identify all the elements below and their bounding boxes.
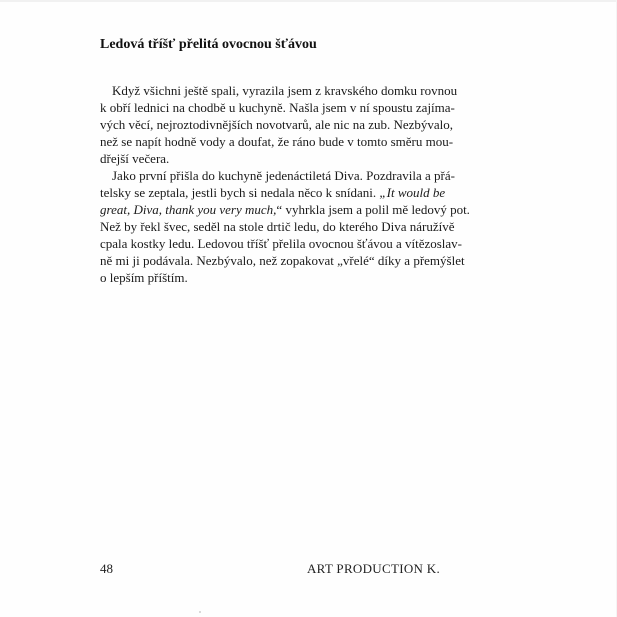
paragraph-1-line-5: dřejší večera.	[100, 151, 170, 166]
paragraph-2-line-2-text: telsky se zeptala, jestli bych si nedala něco k snídani.	[100, 185, 377, 200]
english-quote-start: „It would be	[379, 185, 446, 200]
paragraph-2-line-3	[100, 201, 470, 218]
paragraph-2-line-1: Jako první přišla do kuchyně jedenáctiletá Diva. Pozdravila a přá-	[112, 168, 455, 183]
page-number: 48	[100, 561, 113, 576]
paragraph-1-line-1: Když všichni ještě spali, vyrazila jsem z kravského domku rovnou	[112, 83, 458, 98]
paragraph-2-line-3-text: “ vyhrkla jsem a polil mě ledový pot.	[276, 202, 470, 217]
publisher-name: ART PRODUCTION K.	[306, 561, 440, 576]
chapter-heading: Ledová tříšť přelitá ovocnou šťávou	[100, 37, 317, 52]
body-text	[100, 82, 470, 286]
english-quote-end: great, Diva, thank you very much,	[100, 202, 277, 217]
scan-speck	[199, 611, 201, 613]
page-top-edge	[0, 0, 617, 2]
paragraph-1-line-2: k obří lednici na chodbě u kuchyně. Našla jsem v ní spoustu zajíma-	[100, 100, 455, 115]
paragraph-2-line-4: Než by řekl švec, seděl na stole drtič ledu, do kterého Diva náružívě	[100, 219, 455, 234]
paragraph-1-line-3: vých věcí, nejroztodivnějších novotvarů, ale nic na zub. Nezbývalo,	[100, 117, 454, 132]
paragraph-1-line-4: než se napít hodně vody a doufat, že ráno bude v tomto směru mou-	[100, 134, 454, 149]
paragraph-2-line-5: cpala kostky ledu. Ledovou tříšť přelila ovocnou šťávou a vítězoslav-	[100, 236, 463, 251]
paragraph-2-line-7: o lepším příštím.	[100, 270, 188, 285]
paragraph-2-line-2	[100, 184, 446, 201]
paragraph-2-line-6: ně mi ji podávala. Nezbývalo, než zopakovat „vřelé“ díky a přemýšlet	[100, 253, 465, 268]
